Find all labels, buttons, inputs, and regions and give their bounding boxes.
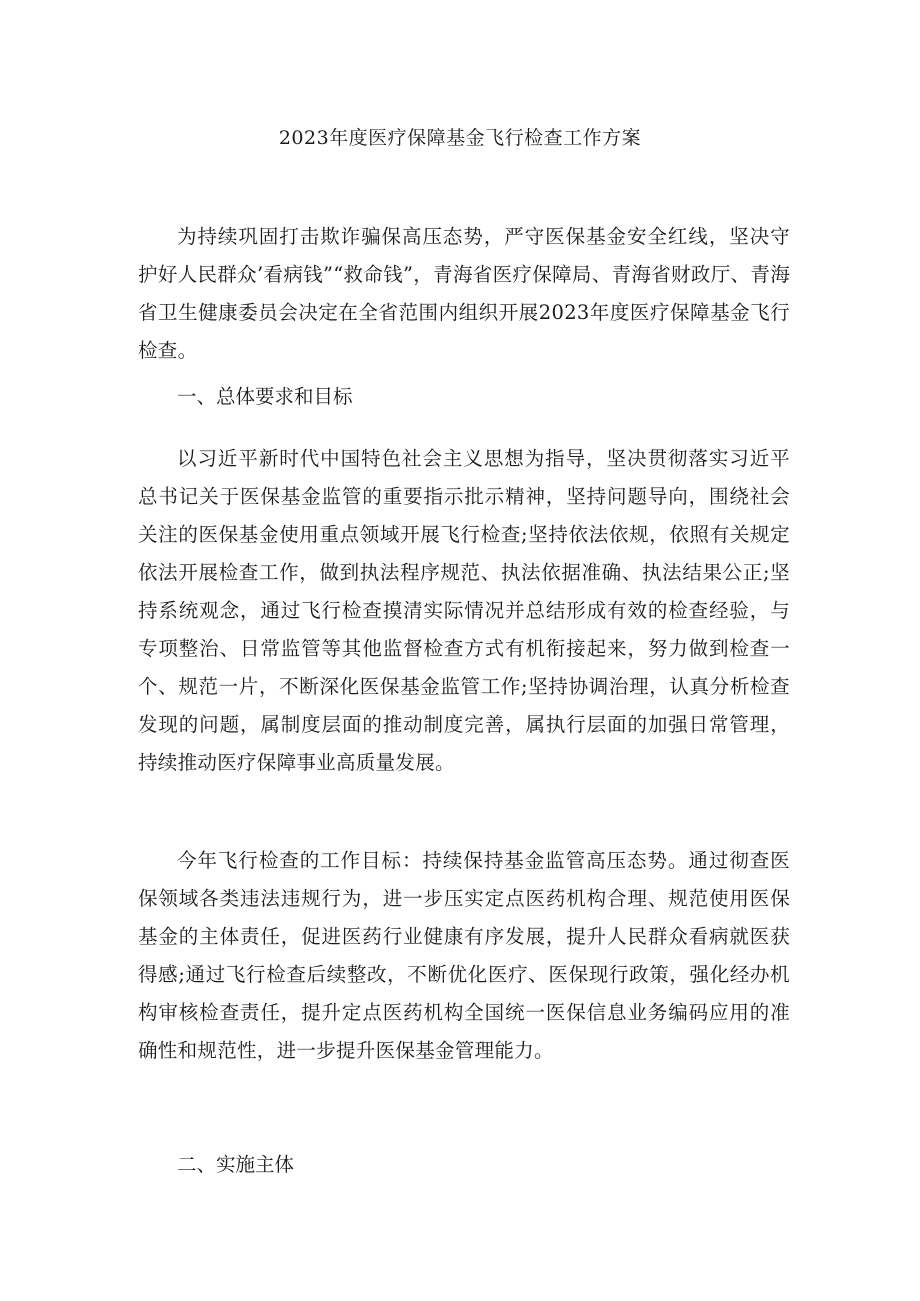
section1-paragraph-1: 以习近平新时代中国特色社会主义思想为指导，坚决贯彻落实习近平总书记关于医保基金监管的重要指示批示精神，坚持问题导向，围绕社会关注的医保基金使用重点领域开展飞行检查;坚持依法依规，依照有关规定依法开展检查工作，做到执法程序规范、执法依据准确、执法结果公正;坚持系统观念，通过飞行检查摸清实际情况并总结形成有效的检查经验，与专项整治、日常监管等其他监督检查方式有机衔接起来，努力做到检查一个、规范一片，不断深化医保基金监管工作;坚持协调治理，认真分析检查发现的问题，属制度层面的推动制度完善，属执行层面的加强日常管理，持续推动医疗保障事业高质量发展。 [138,447,790,774]
section-heading-1: 一、总体要求和目标 [177,385,353,408]
document-title: 2023年度医疗保障基金飞行检查工作方案 [278,127,642,149]
intro-paragraph: 为持续巩固打击欺诈骗保高压态势，严守医保基金安全红线，坚决守护好人民群众’看病钱”“救命钱”，青海省医疗保障局、青海省财政厅、青海省卫生健康委员会决定在全省范围内组织开展2023年度医疗保障基金飞行检查。 [138,225,790,362]
section-heading-2: 二、实施主体 [177,1153,295,1176]
section1-paragraph-2: 今年飞行检查的工作目标：持续保持基金监管高压态势。通过彻查医保领域各类违法违规行为，进一步压实定点医药机构合理、规范使用医保基金的主体责任，促进医药行业健康有序发展，提升人民群众看病就医获得感;通过飞行检查后续整改，不断优化医疗、医保现行政策，强化经办机构审核检查责任，提升定点医药机构全国统一医保信息业务编码应用的准确性和规范性，进一步提升医保基金管理能力。 [138,849,790,1062]
